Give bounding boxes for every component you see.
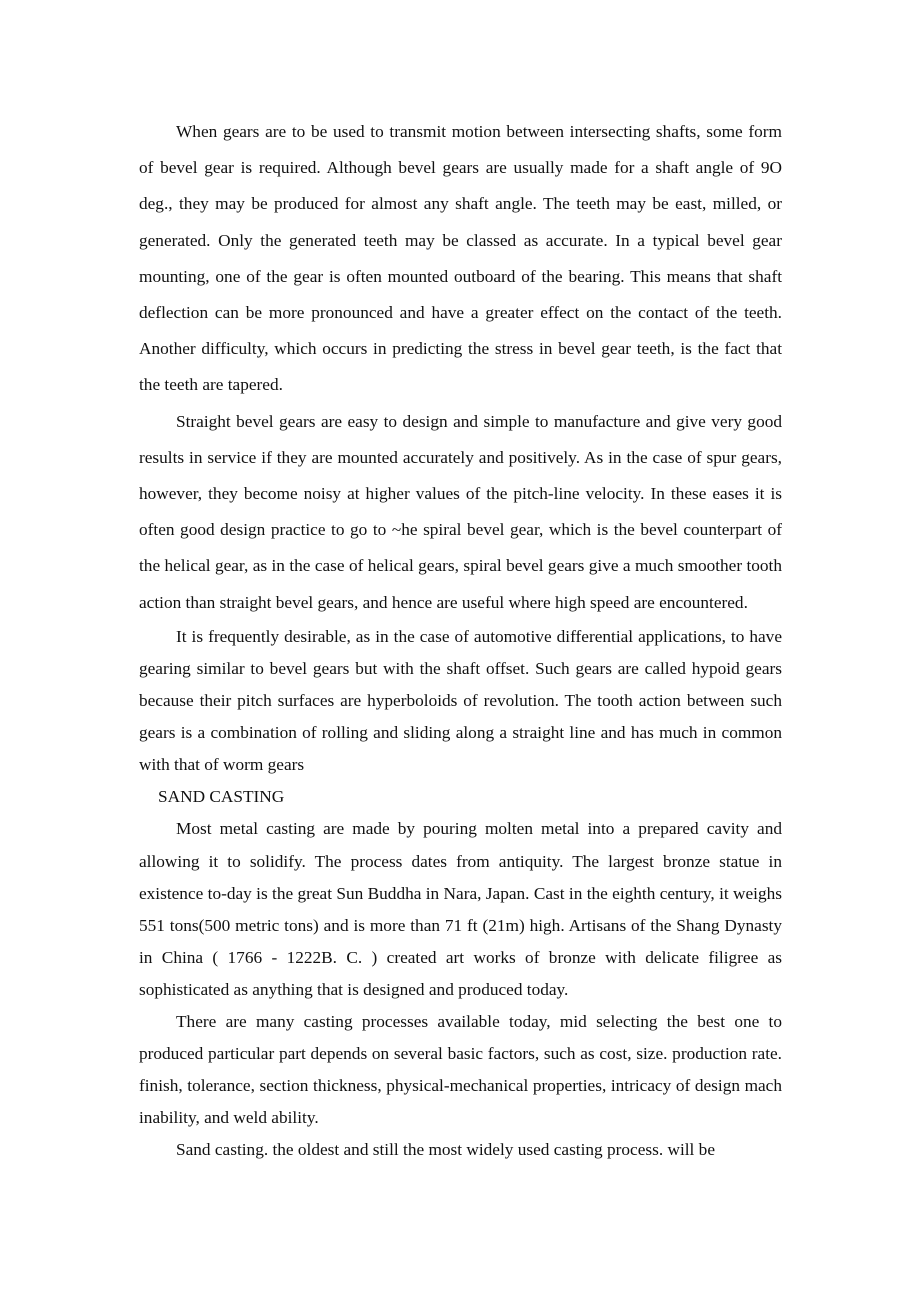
paragraph-bevel-gears-intro: When gears are to be used to transmit motion between intersecting shafts, some form of bevel gear is required. Although bevel gears are usually made for a shaft angle of 9O deg., they may be produced for almost any shaft angle. The teeth may be east, milled, or generated. Only the generated teeth may be classed as accurate. In a typical bevel gear mounting, one of the gear is often mounted outboard of the bearing. This means that shaft deflection can be more pronounced and have a greater effect on the contact of the teeth. Another difficulty, which occurs in predicting the stress in bevel gear teeth, is the fact that the teeth are tapered. <box>139 122 782 395</box>
paragraph-metal-casting-history: Most metal casting are made by pouring molten metal into a prepared cavity and allowing it to solidify. The process dates from antiquity. The largest bronze statue in existence to-day is the great Sun Buddha in Nara, Japan. Cast in the eighth century, it weighs 551 tons(500 metric tons) and is more than 71 ft (21m) high. Artisans of the Shang Dynasty in China ( 1766 - 1222B. C. ) created art works of bronze with delicate filigree as sophisticated as anything that is designed and produced today. <box>139 819 782 999</box>
paragraph-sand-casting: Sand casting. the oldest and still the most widely used casting process. will be <box>176 1140 715 1160</box>
document-page <box>139 114 782 1166</box>
section-heading-sand-casting: SAND CASTING <box>158 787 285 807</box>
paragraph-hypoid-gears: It is frequently desirable, as in the case of automotive differential applications, to have gearing similar to bevel gears but with the shaft offset. Such gears are called hypoid gears because their pitch surfaces are hyperboloids of revolution. The tooth action between such gears is a combination of rolling and sliding along a straight line and has much in common with that of worm gears <box>139 626 782 775</box>
paragraph-casting-processes: There are many casting processes available today, mid selecting the best one to produced particular part depends on several basic factors, such as cost, size. production rate. finish, tolerance, section thickness, physical-mechanical properties, intricacy of design mach inability, and weld ability. <box>139 1011 782 1128</box>
paragraph-straight-bevel-gears: Straight bevel gears are easy to design and simple to manufacture and give very good results in service if they are mounted accurately and positively. As in the case of spur gears, however, they become noisy at higher values of the pitch-line velocity. In these eases it is often good design practice to go to ~he spiral bevel gear, which is the bevel counterpart of the helical gear, as in the case of helical gears, spiral bevel gears give a much smoother tooth action than straight bevel gears, and hence are useful where high speed are encountered. <box>139 411 782 612</box>
